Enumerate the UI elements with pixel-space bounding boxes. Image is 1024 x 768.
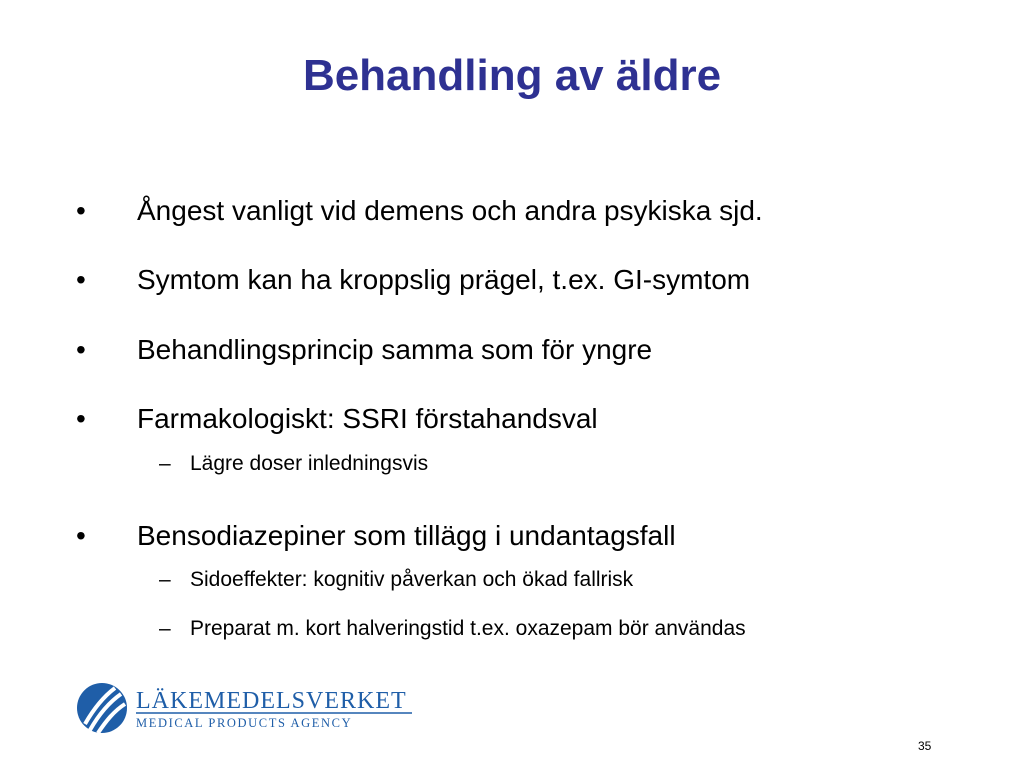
bullet-marker: •: [76, 334, 86, 365]
subbullet-marker: –: [159, 452, 171, 475]
bullet-text: Farmakologiskt: SSRI förstahandsval: [137, 403, 598, 434]
bullet-text: Behandlingsprincip samma som för yngre: [137, 334, 653, 365]
page-number: 35: [918, 739, 932, 753]
logo-name: LÄKEMEDELSVERKET: [136, 688, 407, 714]
bullet-marker: •: [76, 264, 86, 295]
lakemedelsverket-emblem-icon: [77, 683, 127, 733]
bullet-text: Bensodiazepiner som tillägg i undantagsfall: [137, 520, 676, 551]
subbullet-marker: –: [159, 568, 171, 591]
subbullet-text: Sidoeffekter: kognitiv påverkan och ökad fallrisk: [190, 568, 634, 591]
bullet-text: Ångest vanligt vid demens och andra psykiska sjd.: [137, 195, 763, 226]
subbullet-text: Lägre doser inledningsvis: [190, 452, 429, 475]
logo-tagline: MEDICAL PRODUCTS AGENCY: [136, 716, 353, 730]
slide-title: Behandling av äldre: [302, 51, 722, 100]
bullet-marker: •: [76, 403, 86, 434]
bullet-text: Symtom kan ha kroppslig prägel, t.ex. GI-symtom: [137, 264, 751, 295]
bullet-marker: •: [76, 195, 86, 226]
subbullet-marker: –: [159, 617, 171, 640]
lakemedelsverket-logo: [76, 680, 426, 736]
subbullet-text: Preparat m. kort halveringstid t.ex. oxazepam bör användas: [190, 617, 746, 640]
bullet-marker: •: [76, 520, 86, 551]
